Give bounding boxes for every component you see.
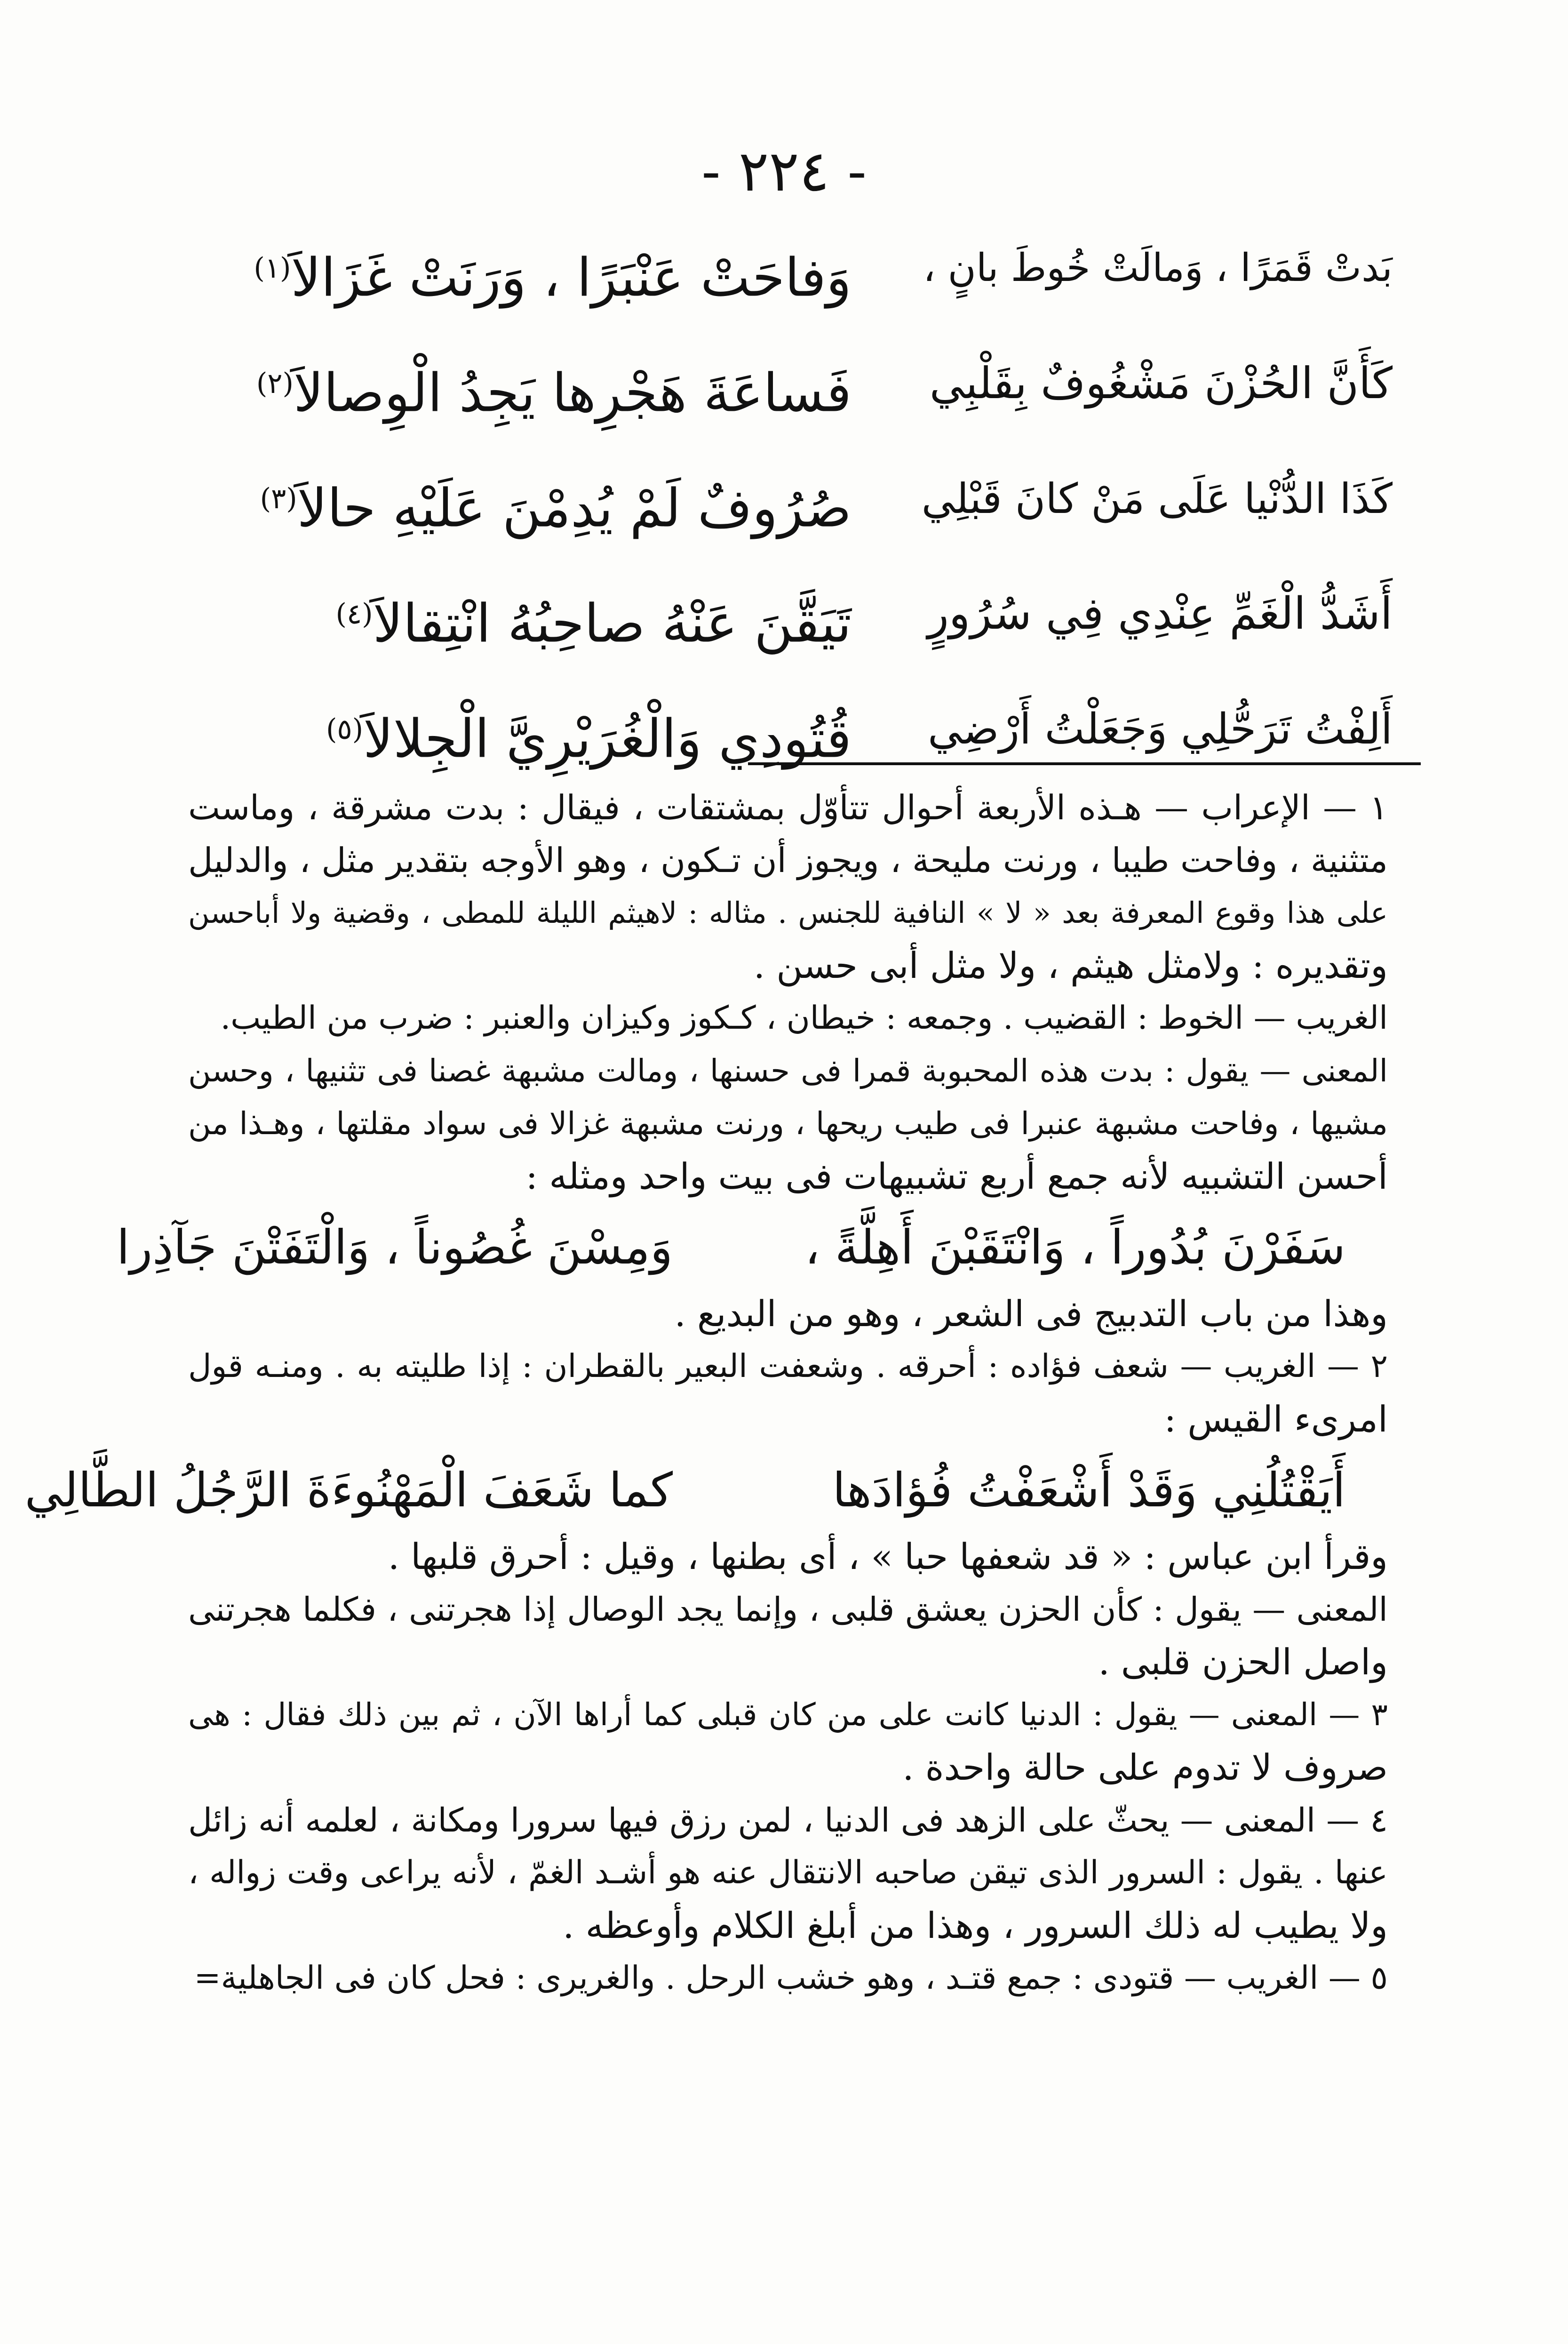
footnote-marker: (٤) <box>335 598 373 631</box>
footnote-line: واصل الحزن قلبى . <box>1098 1641 1388 1683</box>
verse-second-hemistich <box>193 682 852 786</box>
footnote-line: ٥ — الغريب — قتودى : جمع قتـد ، وهو خشب الرحل . والغريرى : فحل كان فى الجاهلية= <box>194 1960 1388 1997</box>
quoted-verse-first-hemistich: سَفَرْنَ بُدُوراً ، وَانْتَقَبْنَ أَهِلَّةً ، <box>804 1220 1345 1275</box>
footnote-line: مشيها ، وفاحت مشبهة عنبرا فى طيب ريحها ، ورنت مشبهة غزالا فى سواد مقلتها ، وهـذا من <box>188 1105 1388 1142</box>
footnote-line: وتقديره : ولامثل هيثم ، ولا مثل أبى حسن . <box>753 944 1388 986</box>
footnote-marker: (١) <box>254 252 291 285</box>
footnote-line: ١ — الإعراب — هـذه الأربعة أحوال تتأوّل بمشتقات ، فيقال : بدت مشرقة ، وماست <box>188 788 1388 827</box>
footnotes <box>24 781 1388 2005</box>
verse-second-hemistich-text: وَفاحَتْ عَنْبَرًا ، وَرَنَتْ غَزَالاَ <box>291 247 852 309</box>
verse-second-hemistich <box>193 336 852 440</box>
verse-first-hemistich: كَأَنَّ الحُزْنَ مَشْغُوفٌ بِقَلْبِي <box>929 358 1393 408</box>
footnote-line: أحسن التشبيه لأنه جمع أربع تشبيهات فى بيت واحد ومثله : <box>525 1155 1388 1197</box>
verse-second-hemistich-text: تَيَقَّنَ عَنْهُ صاحِبُهُ انْتِقالاَ <box>373 593 852 655</box>
quoted-verse-second-hemistich: وَمِسْنَ غُصُوناً ، وَالْتَفَتْنَ جَآذِرا <box>116 1220 673 1275</box>
footnote-line: ٢ — الغريب — شعف فؤاده : أحرقه . وشعفت البعير بالقطران : إذا طليته به . ومنـه قول <box>188 1348 1388 1385</box>
quoted-verse <box>24 1446 1388 1530</box>
footnote-marker: (٢) <box>256 367 294 400</box>
footnote-line: عنها . يقول : السرور الذى تيقن صاحبه الانتقال عنه هو أشـد الغمّ ، لأنه يراعى وقت زواله ، <box>188 1854 1388 1891</box>
quoted-verse-second-hemistich: كما شَعَفَ الْمَهْنُوءَةَ الرَّجُلُ الطَّالِي <box>24 1463 673 1518</box>
verse-second-hemistich-text: فَساعَةَ هَجْرِها يَجِدُ الْوِصالاَ <box>293 362 852 424</box>
footnote-line: ٣ — المعنى — يقول : الدنيا كانت على من كان قبلى كما أراها الآن ، ثم بين ذلك فقال : هى <box>188 1696 1388 1733</box>
footnote-line: وقرأ ابن عباس : « قد شعفها حبا » ، أى بطنها ، وقيل : أحرق قلبها . <box>388 1536 1388 1577</box>
footnote-marker: (٣) <box>260 482 297 515</box>
footnote-line: وهذا من باب التدبيج فى الشعر ، وهو من البديع . <box>674 1293 1388 1335</box>
footnote-line: المعنى — يقول : بدت هذه المحبوبة قمرا فى حسنها ، ومالت مشبهة غصنا فى تثنيها ، وحسن <box>188 1053 1388 1089</box>
quoted-verse <box>116 1203 1388 1288</box>
footnote-line: امرىء القيس : <box>1164 1398 1388 1440</box>
verse-second-hemistich <box>193 452 852 555</box>
verse-row <box>188 682 1393 798</box>
verse-second-hemistich-text: قُتُودِي وَالْغُرَيْرِيَّ الْجِلالاَ <box>363 708 852 770</box>
footnote-line: المعنى — يقول : كأن الحزن يعشق قلبى ، وإنما يجد الوصال إذا هجرتنى ، فكلما هجرتنى <box>188 1590 1388 1629</box>
footnote-line: الغريب — الخوط : القضيب . وجمعه : خيطان ، كـكوز وكيزان والعنبر : ضرب من الطيب. <box>220 1000 1388 1037</box>
verse-second-hemistich <box>193 221 852 325</box>
verse-row <box>188 452 1393 567</box>
footnote-line: على هذا وقوع المعرفة بعد « لا » النافية للجنس . مثاله : لاهيثم الليلة للمطى ، وقضية ولا أباحسن <box>188 896 1388 930</box>
quoted-verse-first-hemistich: أَيَقْتُلُنِي وَقَدْ أَشْعَفْتُ فُؤادَها <box>832 1463 1345 1518</box>
footnote-line: ٤ — المعنى — يحثّ على الزهد فى الدنيا ، لمن رزق فيها سرورا ومكانة ، لعلمه أنه زائل <box>188 1801 1388 1840</box>
verse-second-hemistich-text: صُرُوفٌ لَمْ يُدِمْنَ عَلَيْهِ حالاَ <box>297 478 852 539</box>
verse-first-hemistich: بَدتْ قَمَرًا ، وَمالَتْ خُوطَ بانٍ ، <box>923 246 1393 290</box>
poem-verses <box>188 221 1393 798</box>
verse-row <box>188 567 1393 682</box>
footnote-line: صروف لا تدوم على حالة واحدة . <box>902 1746 1388 1788</box>
verse-first-hemistich: أَشَدُّ الْغَمِّ عِنْدِي فِي سُرُورٍ <box>927 588 1393 640</box>
footnote-line: متثنية ، وفاحت طيبا ، ورنت مليحة ، ويجوز أن تـكون ، وهو الأوجه بتقدير مثل ، والدليل <box>188 840 1388 880</box>
verse-row <box>188 336 1393 452</box>
footnote-line: ولا يطيب له ذلك السرور ، وهذا من أبلغ الكلام وأوعظه . <box>563 1904 1388 1946</box>
footnote-divider <box>748 762 1421 765</box>
page-number: - ٢٢٤ - <box>701 139 867 204</box>
verse-first-hemistich: كَذَا الدُّنْيا عَلَى مَنْ كانَ قَبْلِي <box>921 474 1393 523</box>
footnote-marker: (٥) <box>326 713 364 746</box>
verse-first-hemistich: أَلِفْتُ تَرَحُّلِي وَجَعَلْتُ أَرْضِي <box>928 704 1393 754</box>
verse-row <box>188 221 1393 336</box>
verse-second-hemistich <box>193 567 852 671</box>
